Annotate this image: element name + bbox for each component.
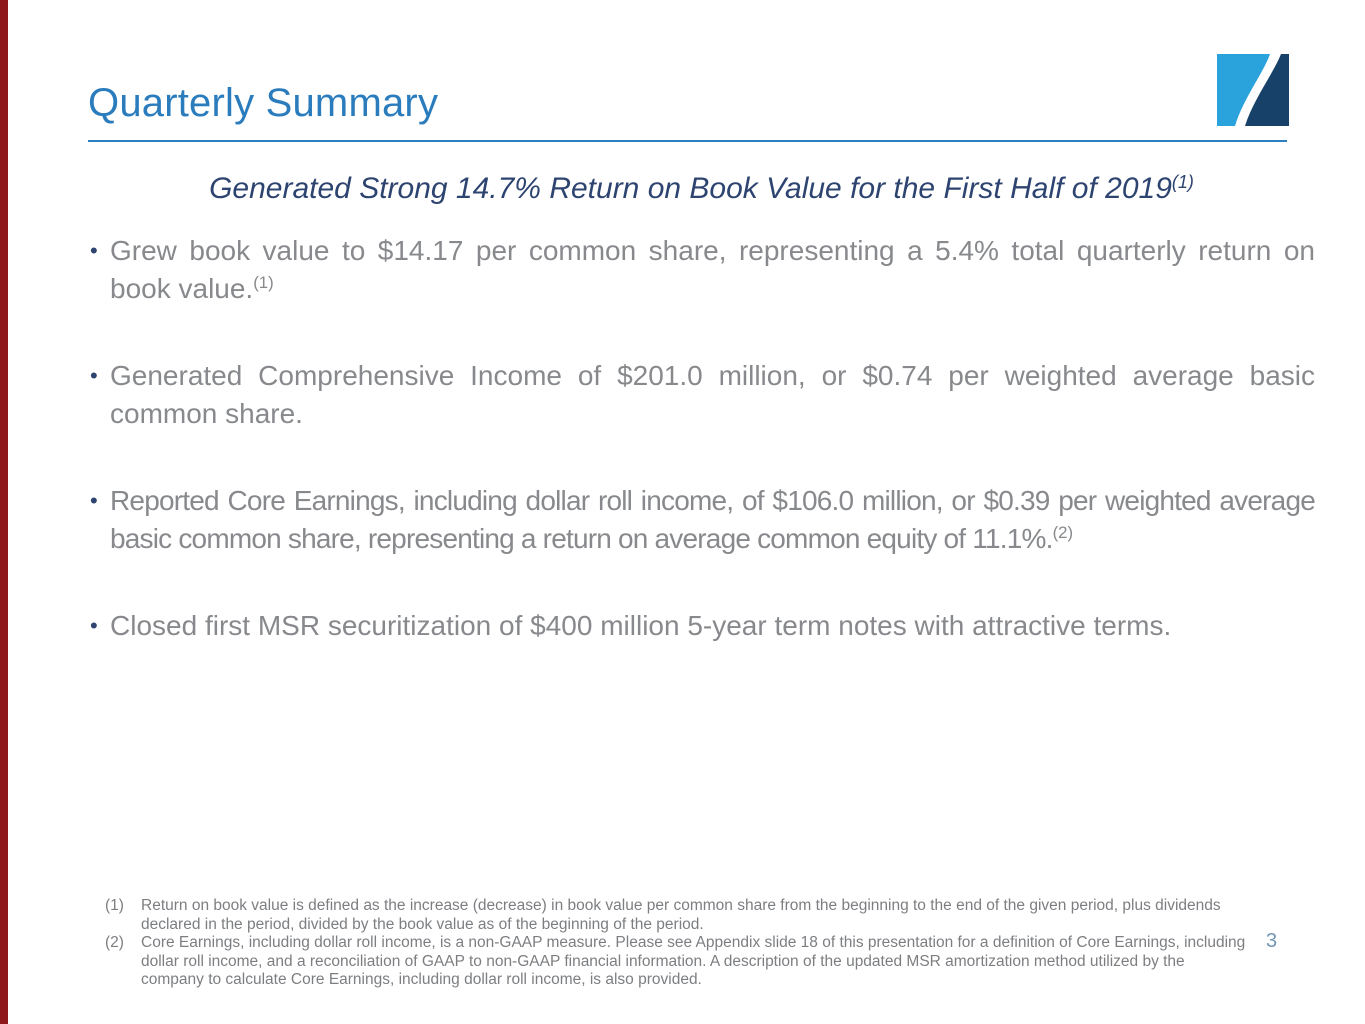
bullet-list: [88, 232, 1315, 695]
bullet-marker-icon: •: [90, 488, 98, 513]
swoosh-logo-icon: [1217, 54, 1289, 126]
footnote-list: [105, 897, 1248, 990]
bullet-marker-icon: •: [90, 363, 98, 388]
footnote-text: Core Earnings, including dollar roll income, is a non-GAAP measure. Please see Appendix slide 18 of this presentation for a definition of Core Earnings, including dollar roll income, and a reconciliation of GAAP to non-GAAP financial information. A description of the updated MSR amortization method utilized by the company to calculate Core Earnings, including dollar roll income, is also provided.: [141, 934, 1246, 989]
page-number: 3: [1266, 930, 1278, 952]
bullet-text: Generated Comprehensive Income of $201.0 million, or $0.74 per weighted average basic common share.: [110, 360, 1315, 429]
page-title: Quarterly Summary: [88, 81, 439, 125]
left-accent-bar: [0, 0, 8, 1024]
bullet-item: [88, 232, 1315, 311]
bullet-text: Grew book value to $14.17 per common share, representing a 5.4% total quarterly return on book value.$^{(1)}$: [110, 235, 1315, 304]
footnote-ref: (2): [1052, 523, 1074, 543]
bullet-text: Closed first MSR securitization of $400 million 5-year term notes with attractive terms.: [110, 610, 1172, 641]
company-logo-icon: [1217, 54, 1289, 126]
footnote-item: [105, 897, 1248, 934]
footnote-number: (2): [105, 934, 124, 952]
subtitle-footnote-ref: (1): [1171, 172, 1194, 193]
bullet-item: [88, 482, 1315, 561]
bullet-marker-icon: •: [90, 238, 98, 263]
bullet-item: [88, 357, 1315, 436]
footnote-text: Return on book value is defined as the increase (decrease) in book value per common share from the beginning to the end of the given period, plus dividends declared in the period, divided by the book value as of the beginning of the period.: [141, 897, 1221, 933]
subtitle-text: Generated Strong 14.7% Return on Book Value for the First Half of 2019: [209, 172, 1172, 205]
footnote-ref: (1): [253, 273, 274, 293]
bullet-marker-icon: •: [90, 613, 98, 638]
slide-subtitle: [88, 172, 1315, 206]
bullet-text: Reported Core Earnings, including dollar roll income, of $106.0 million, or $0.39 per weighted average basic common share, representing a return on average common equity of 11.1%.$^{(2)}$: [110, 485, 1315, 554]
bullet-item: [88, 607, 1315, 649]
footnote-number: (1): [105, 897, 124, 914]
footnote-item: [105, 934, 1248, 990]
slide-header: [88, 80, 1287, 142]
